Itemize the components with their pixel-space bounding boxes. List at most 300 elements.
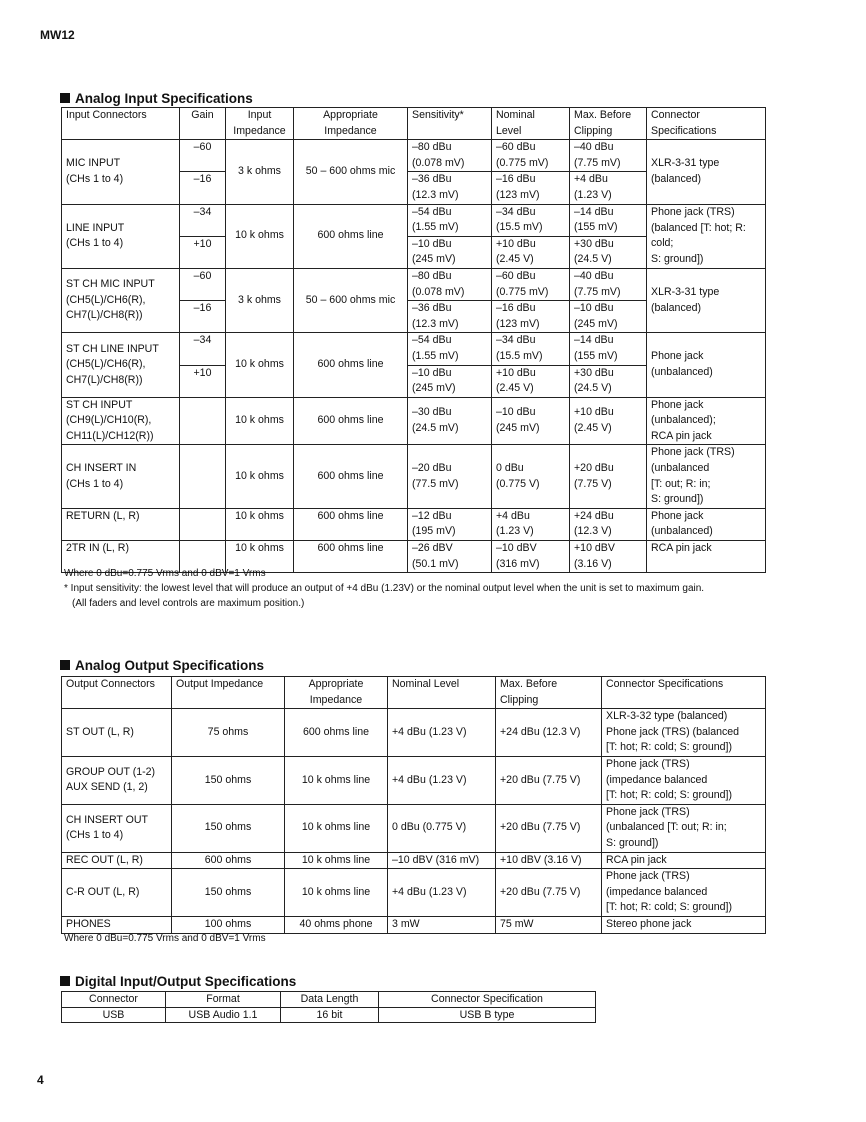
- table-cell: [180, 508, 226, 540]
- gain-value: +10: [193, 237, 212, 250]
- cell-line: (CHs 1 to 4): [66, 829, 124, 842]
- input-impedance: 10 k ohms: [235, 358, 284, 371]
- cell-line: (balanced): [651, 172, 702, 185]
- table-cell: [294, 508, 408, 540]
- cell-line: (195 mV): [412, 525, 456, 538]
- cell-line: (50.1 mV): [412, 557, 459, 570]
- table-cell: [408, 333, 492, 365]
- table-cell: [294, 333, 408, 397]
- cell-line: [T: hot; R: cold; S: ground]): [606, 789, 733, 802]
- table-cell: [496, 756, 602, 804]
- cell-line: (3.16 V): [574, 557, 612, 570]
- cell-line: (245 mV): [412, 382, 456, 395]
- digital-io-table: [61, 991, 596, 1023]
- table-cell: [647, 541, 766, 573]
- table-cell: [647, 204, 766, 268]
- cell-line: –10 dBu: [412, 237, 452, 250]
- cell-line: (2.45 V): [496, 253, 534, 266]
- table-cell: [492, 268, 570, 300]
- cell-line: –14 dBu: [574, 334, 614, 347]
- table-cell: [62, 508, 180, 540]
- cell-line: –34 dBu: [496, 334, 536, 347]
- cell-line: Phone jack (TRS): [606, 805, 690, 818]
- table-cell: [647, 333, 766, 397]
- table-cell: [226, 508, 294, 540]
- input-impedance: 3 k ohms: [238, 165, 281, 178]
- cell-line: (77.5 mV): [412, 477, 459, 490]
- cell-line: S: ground]): [651, 493, 704, 506]
- table-cell: [602, 869, 766, 917]
- table-cell: USB: [62, 1007, 166, 1023]
- table-cell: [62, 852, 172, 869]
- table-cell: [647, 445, 766, 508]
- col-header: [226, 108, 294, 140]
- table-cell: [647, 268, 766, 332]
- analog-input-title: [60, 91, 253, 106]
- cell-line: –54 dBu: [412, 205, 452, 218]
- table-cell: [294, 140, 408, 204]
- appropriate-impedance: 600 ohms line: [317, 509, 384, 522]
- table-cell: USB Audio 1.1: [166, 1007, 281, 1023]
- table-row: [62, 852, 766, 869]
- nominal-level: +4 dBu (1.23 V): [392, 725, 467, 738]
- cell-line: MIC INPUT: [66, 157, 121, 170]
- table-row: [62, 869, 766, 917]
- table-cell: [408, 541, 492, 573]
- col-header: Format: [166, 992, 281, 1008]
- table-cell: [294, 397, 408, 445]
- cell-line: (24.5 mV): [412, 422, 459, 435]
- table-cell: [492, 445, 570, 508]
- cell-line: Stereo phone jack: [606, 917, 692, 930]
- cell-line: XLR-3-31 type: [651, 286, 720, 299]
- cell-line: (CH9(L)/CH10(R),: [66, 414, 152, 427]
- cell-line: +10 dBu: [496, 366, 536, 379]
- cell-line: (7.75 V): [574, 477, 612, 490]
- appropriate-impedance: 600 ohms line: [303, 725, 369, 738]
- cell-line: +30 dBu: [574, 237, 614, 250]
- table-cell: [62, 445, 180, 508]
- cell-line: (1.23 V): [574, 188, 612, 201]
- table-cell: [180, 445, 226, 508]
- cell-line: (0.775 mV): [496, 285, 549, 298]
- gain-value: –60: [193, 141, 212, 154]
- cell-line: (245 mV): [496, 422, 540, 435]
- table-row: [62, 445, 766, 508]
- appropriate-impedance: 50 – 600 ohms mic: [305, 165, 396, 178]
- gain-value: –16: [193, 173, 212, 186]
- appropriate-impedance: 50 – 600 ohms mic: [305, 293, 396, 306]
- cell-line: (7.75 mV): [574, 156, 621, 169]
- table-cell: [226, 140, 294, 204]
- table-cell: [180, 172, 226, 204]
- cell-line: (CHs 1 to 4): [66, 477, 124, 490]
- analog-input-table: [61, 107, 766, 573]
- table-cell: [570, 541, 647, 573]
- table-cell: [388, 869, 496, 917]
- cell-line: –26 dBV: [412, 542, 453, 555]
- cell-line: (155 mV): [574, 221, 618, 234]
- cell-line: Max. Before: [500, 678, 558, 690]
- nominal-level: 0 dBu (0.775 V): [392, 821, 467, 834]
- table-cell: [180, 333, 226, 365]
- cell-line: C-R OUT (L, R): [66, 885, 140, 898]
- appropriate-impedance: 600 ohms line: [317, 542, 384, 555]
- col-header: [285, 677, 388, 709]
- cell-line: ST CH LINE INPUT: [66, 342, 159, 355]
- cell-line: –80 dBu: [412, 141, 452, 154]
- table-cell: [408, 140, 492, 172]
- col-header: [647, 108, 766, 140]
- cell-line: –36 dBu: [412, 302, 452, 315]
- cell-line: +10 dBu: [574, 406, 614, 419]
- table-cell: [172, 852, 285, 869]
- cell-line: +4 dBu: [574, 173, 608, 186]
- cell-line: +4 dBu: [496, 509, 530, 522]
- cell-line: –30 dBu: [412, 406, 452, 419]
- table-cell: [570, 172, 647, 204]
- max-before-clipping: +20 dBu (7.75 V): [500, 885, 581, 898]
- cell-line: ST OUT (L, R): [66, 725, 134, 738]
- table-cell: [408, 397, 492, 445]
- analog-output-header-row: [62, 677, 766, 709]
- table-row: [62, 268, 766, 300]
- table-cell: [180, 236, 226, 268]
- cell-line: CH7(L)/CH8(R)): [66, 373, 143, 386]
- cell-line: Phone jack (TRS): [606, 757, 690, 770]
- table-cell: [172, 804, 285, 852]
- table-cell: 16 bit: [281, 1007, 379, 1023]
- cell-line: (24.5 V): [574, 382, 612, 395]
- cell-line: –80 dBu: [412, 269, 452, 282]
- input-impedance: 10 k ohms: [235, 469, 284, 482]
- table-cell: [492, 365, 570, 397]
- max-before-clipping: +10 dBV (3.16 V): [500, 853, 582, 866]
- cell-line: (7.75 mV): [574, 285, 621, 298]
- cell-line: Max. Before: [574, 109, 632, 121]
- table-cell: [388, 916, 496, 933]
- cell-line: Phone jack (TRS): [606, 870, 690, 883]
- cell-line: +20 dBu: [574, 462, 614, 475]
- cell-line: –54 dBu: [412, 334, 452, 347]
- table-cell: [62, 397, 180, 445]
- cell-line: (unbalanced): [651, 366, 713, 378]
- table-cell: [602, 852, 766, 869]
- cell-line: –60 dBu: [496, 269, 536, 282]
- digital-io-title: [60, 974, 296, 989]
- table-cell: [570, 204, 647, 236]
- table-cell: [285, 852, 388, 869]
- cell-line: XLR-3-31 type: [651, 157, 720, 170]
- max-before-clipping: +24 dBu (12.3 V): [500, 725, 581, 738]
- cell-line: (0.078 mV): [412, 156, 465, 169]
- cell-line: (CHs 1 to 4): [66, 237, 124, 250]
- table-row: [62, 709, 766, 757]
- analog-output-title: [60, 658, 264, 673]
- cell-line: –36 dBu: [412, 173, 452, 186]
- cell-line: (impedance balanced: [606, 885, 708, 898]
- cell-line: Gain: [191, 109, 214, 121]
- nominal-level: +4 dBu (1.23 V): [392, 885, 467, 898]
- table-cell: [492, 172, 570, 204]
- appropriate-impedance: 10 k ohms line: [301, 885, 371, 898]
- cell-line: (CH5(L)/CH6(R),: [66, 358, 146, 371]
- table-cell: [492, 140, 570, 172]
- analog-input-note-2: * Input sensitivity: the lowest level that will produce an output of +4 dBu (1.23V) or the nominal output level when the unit is set to maximum gain.: [64, 583, 705, 594]
- table-cell: [62, 709, 172, 757]
- cell-line: (2.45 V): [496, 382, 534, 395]
- cell-line: RCA pin jack: [651, 542, 712, 555]
- input-impedance: 10 k ohms: [235, 229, 284, 242]
- table-row: [62, 508, 766, 540]
- cell-line: CH11(L)/CH12(R)): [66, 429, 154, 442]
- cell-line: Phone jack (TRS): [651, 446, 735, 459]
- page-number: 4: [37, 1073, 44, 1087]
- cell-line: (245 mV): [574, 317, 618, 330]
- table-cell: [62, 869, 172, 917]
- table-cell: [570, 508, 647, 540]
- table-cell: [62, 756, 172, 804]
- table-cell: [62, 268, 180, 332]
- cell-line: (1.23 V): [496, 525, 534, 538]
- analog-input-note-1: Where 0 dBu=0.775 Vrms and 0 dBV=1 Vrms: [64, 568, 266, 579]
- cell-line: Clipping: [574, 124, 613, 137]
- appropriate-impedance: 10 k ohms line: [301, 853, 371, 866]
- input-impedance: 10 k ohms: [235, 414, 284, 427]
- appropriate-impedance: 600 ohms line: [317, 358, 384, 371]
- gain-value: +10: [193, 366, 212, 379]
- cell-line: 0 dBu: [496, 462, 524, 475]
- table-cell: [408, 204, 492, 236]
- table-cell: [294, 541, 408, 573]
- cell-line: Connector Specifications: [606, 678, 724, 690]
- table-row: [62, 333, 766, 365]
- col-header: Data Length: [281, 992, 379, 1008]
- cell-line: (0.078 mV): [412, 285, 465, 298]
- table-cell: [62, 804, 172, 852]
- table-cell: [172, 756, 285, 804]
- max-before-clipping: 75 mW: [500, 917, 534, 930]
- cell-line: (1.55 mV): [412, 221, 459, 234]
- nominal-level: –10 dBV (316 mV): [392, 853, 480, 866]
- cell-line: (12.3 mV): [412, 188, 459, 201]
- cell-line: Phone jack: [651, 509, 704, 522]
- cell-line: (0.775 mV): [496, 156, 549, 169]
- output-impedance: 150 ohms: [204, 821, 252, 834]
- cell-line: –16 dBu: [496, 302, 536, 315]
- table-cell: [602, 804, 766, 852]
- digital-io-row: [62, 1007, 596, 1023]
- max-before-clipping: +20 dBu (7.75 V): [500, 773, 581, 786]
- table-cell: [570, 445, 647, 508]
- cell-line: S: ground]): [606, 836, 659, 849]
- cell-line: (unbalanced): [651, 525, 713, 538]
- cell-line: +30 dBu: [574, 366, 614, 379]
- input-impedance: 3 k ohms: [238, 293, 281, 306]
- output-impedance: 75 ohms: [207, 725, 249, 738]
- table-cell: [492, 397, 570, 445]
- table-cell: [285, 709, 388, 757]
- table-cell: [570, 268, 647, 300]
- table-cell: [172, 869, 285, 917]
- cell-line: (balanced [T: hot; R:: [651, 221, 746, 234]
- section-square-icon: [60, 93, 70, 103]
- table-cell: [226, 397, 294, 445]
- cell-line: –14 dBu: [574, 205, 614, 218]
- table-cell: [388, 852, 496, 869]
- cell-line: +24 dBu: [574, 509, 614, 522]
- cell-line: (unbalanced [T: out; R: in;: [606, 821, 727, 834]
- table-cell: [492, 508, 570, 540]
- table-cell: [408, 301, 492, 333]
- cell-line: (impedance balanced: [606, 773, 708, 786]
- col-header: Connector: [62, 992, 166, 1008]
- cell-line: [T: hot; R: cold; S: ground]): [606, 901, 733, 914]
- cell-line: CH INSERT OUT: [66, 813, 149, 826]
- table-cell: [226, 333, 294, 397]
- cell-line: Clipping: [500, 693, 539, 706]
- cell-line: (24.5 V): [574, 253, 612, 266]
- table-cell: [408, 445, 492, 508]
- cell-line: (245 mV): [412, 253, 456, 266]
- cell-line: (12.3 V): [574, 525, 612, 538]
- col-header: [492, 108, 570, 140]
- cell-line: –10 dBu: [574, 302, 614, 315]
- cell-line: REC OUT (L, R): [66, 853, 143, 866]
- cell-line: Nominal Level: [392, 678, 460, 690]
- gain-value: –34: [193, 334, 212, 347]
- input-impedance: 10 k ohms: [235, 509, 284, 522]
- table-cell: [647, 397, 766, 445]
- cell-line: –10 dBu: [412, 366, 452, 379]
- cell-line: LINE INPUT: [66, 221, 125, 234]
- cell-line: (unbalanced);: [651, 414, 716, 427]
- table-cell: [294, 204, 408, 268]
- cell-line: XLR-3-32 type (balanced): [606, 710, 728, 723]
- nominal-level: +4 dBu (1.23 V): [392, 773, 467, 786]
- analog-output-table: [61, 676, 766, 934]
- cell-line: CH7(L)/CH8(R)): [66, 309, 143, 322]
- table-cell: [496, 916, 602, 933]
- analog-input-title-text: Analog Input Specifications: [75, 91, 253, 106]
- table-cell: [285, 804, 388, 852]
- appropriate-impedance: 40 ohms phone: [299, 917, 373, 930]
- section-square-icon: [60, 660, 70, 670]
- table-row: [62, 204, 766, 236]
- cell-line: –12 dBu: [412, 509, 452, 522]
- cell-line: +10 dBu: [496, 237, 536, 250]
- appropriate-impedance: 600 ohms line: [317, 229, 384, 242]
- table-cell: [180, 365, 226, 397]
- cell-line: (balanced): [651, 301, 702, 314]
- table-cell: [496, 852, 602, 869]
- table-cell: [285, 916, 388, 933]
- cell-line: (1.55 mV): [412, 349, 459, 362]
- cell-line: Input Connectors: [66, 109, 147, 121]
- cell-line: Phone jack (TRS): [651, 206, 735, 219]
- cell-line: Output Impedance: [176, 678, 264, 690]
- table-cell: [388, 709, 496, 757]
- appropriate-impedance: 600 ohms line: [317, 469, 384, 482]
- cell-line: Connector: [651, 109, 700, 121]
- table-cell: [602, 756, 766, 804]
- table-cell: [570, 140, 647, 172]
- table-cell: [570, 365, 647, 397]
- col-header: [172, 677, 285, 709]
- cell-line: (2.45 V): [574, 422, 612, 435]
- table-cell: [408, 236, 492, 268]
- cell-line: –10 dBV: [496, 542, 537, 555]
- section-square-icon: [60, 976, 70, 986]
- digital-io-title-text: Digital Input/Output Specifications: [75, 974, 297, 989]
- col-header: [496, 677, 602, 709]
- cell-line: Appropriate: [323, 109, 378, 121]
- table-cell: [226, 268, 294, 332]
- table-cell: [180, 204, 226, 236]
- cell-line: cold;: [651, 237, 674, 250]
- cell-line: –10 dBu: [496, 406, 536, 419]
- cell-line: RCA pin jack: [606, 853, 667, 866]
- table-row: [62, 140, 766, 172]
- table-cell: [492, 541, 570, 573]
- cell-line: –16 dBu: [496, 173, 536, 186]
- cell-line: ST CH MIC INPUT: [66, 278, 155, 291]
- digital-io-header-row: [62, 992, 596, 1008]
- table-cell: [294, 445, 408, 508]
- table-cell: [226, 204, 294, 268]
- cell-line: (316 mV): [496, 557, 540, 570]
- output-impedance: 150 ohms: [204, 773, 252, 786]
- cell-line: CH INSERT IN: [66, 462, 137, 475]
- col-header: [602, 677, 766, 709]
- table-cell: [496, 709, 602, 757]
- table-row: [62, 756, 766, 804]
- cell-line: RCA pin jack: [651, 429, 712, 442]
- cell-line: Impedance: [233, 124, 286, 137]
- cell-line: –40 dBu: [574, 269, 614, 282]
- cell-line: RETURN (L, R): [66, 509, 140, 522]
- table-cell: [492, 301, 570, 333]
- cell-line: (CH5(L)/CH6(R),: [66, 293, 146, 306]
- output-impedance: 600 ohms: [204, 853, 252, 866]
- table-cell: [62, 204, 180, 268]
- col-header: [570, 108, 647, 140]
- analog-input-note-3: (All faders and level controls are maximum position.): [72, 598, 305, 609]
- table-cell: [62, 140, 180, 204]
- col-header: [62, 677, 172, 709]
- table-row: [62, 804, 766, 852]
- table-cell: [285, 869, 388, 917]
- gain-value: –34: [193, 205, 212, 218]
- table-cell: [408, 508, 492, 540]
- cell-line: ST CH INPUT: [66, 398, 133, 411]
- gain-value: –60: [193, 269, 212, 282]
- table-cell: [226, 445, 294, 508]
- col-header: [62, 108, 180, 140]
- table-cell: [570, 301, 647, 333]
- cell-line: (CHs 1 to 4): [66, 172, 124, 185]
- col-header: Connector Specification: [379, 992, 596, 1008]
- table-cell: [570, 397, 647, 445]
- cell-line: (123 mV): [496, 317, 540, 330]
- cell-line: –60 dBu: [496, 141, 536, 154]
- cell-line: Level: [496, 124, 522, 137]
- cell-line: (15.5 mV): [496, 349, 543, 362]
- col-header: [388, 677, 496, 709]
- analog-output-title-text: Analog Output Specifications: [75, 658, 265, 673]
- cell-line: –20 dBu: [412, 462, 452, 475]
- table-cell: [492, 204, 570, 236]
